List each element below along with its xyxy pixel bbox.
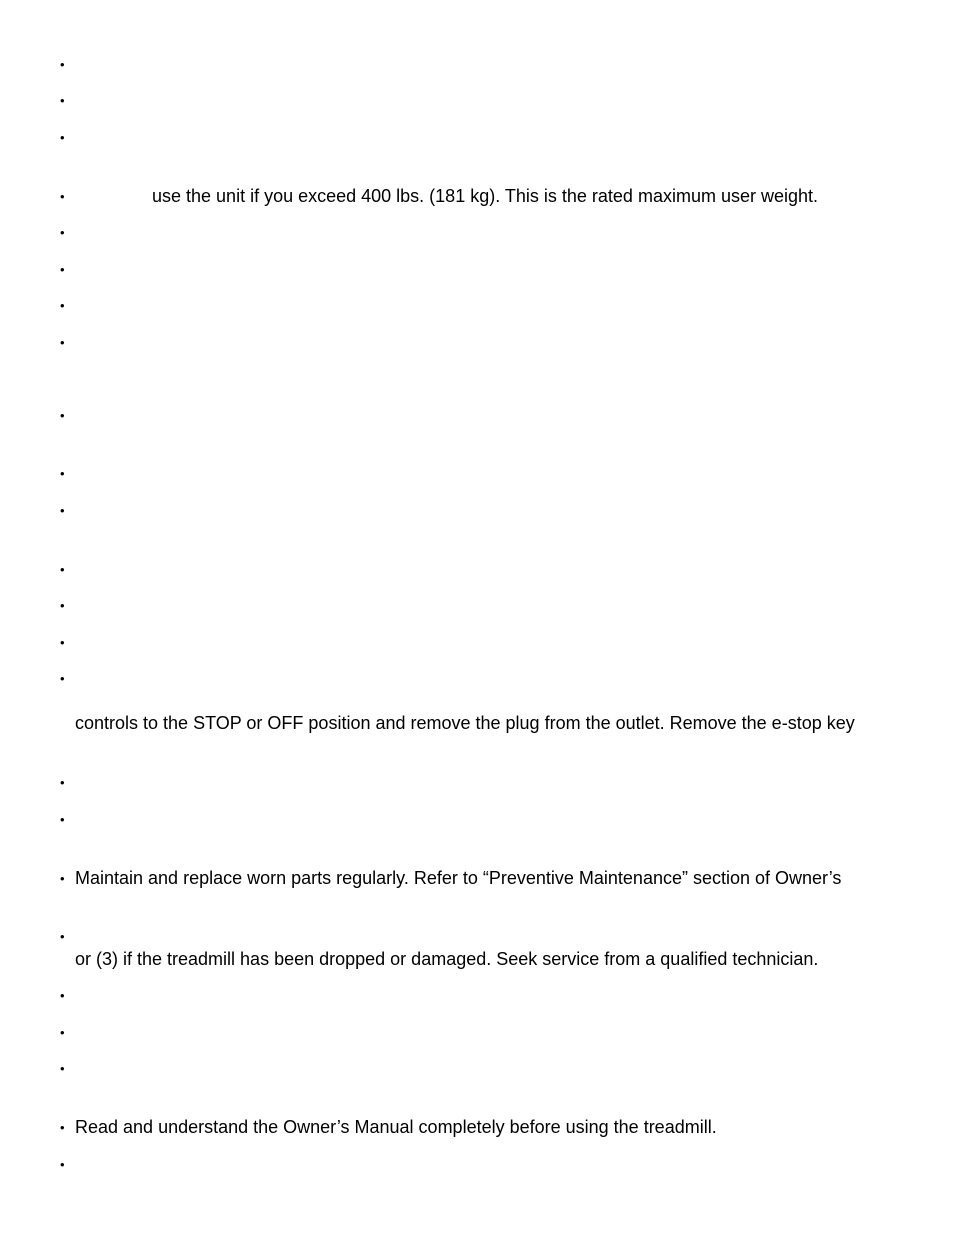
list-bullet: •: [60, 57, 65, 72]
controls-stop-text: controls to the STOP or OFF position and remove the plug from the outlet. Remove the e-stop key: [75, 713, 855, 733]
list-bullet: •: [60, 635, 65, 650]
list-bullet: •: [60, 671, 65, 686]
list-bullet: •: [60, 562, 65, 577]
max-user-weight-text: use the unit if you exceed 400 lbs. (181 kg). This is the rated maximum user weight.: [152, 186, 818, 206]
list-bullet: •: [60, 598, 65, 613]
list-bullet: •: [60, 503, 65, 518]
list-bullet: •: [60, 871, 65, 886]
list-bullet: •: [60, 929, 65, 944]
list-bullet: •: [60, 335, 65, 350]
list-bullet: •: [60, 262, 65, 277]
read-manual-text: Read and understand the Owner’s Manual completely before using the treadmill.: [75, 1117, 717, 1137]
list-bullet: •: [60, 1061, 65, 1076]
list-bullet: •: [60, 408, 65, 423]
list-bullet: •: [60, 1025, 65, 1040]
list-bullet: •: [60, 189, 65, 204]
list-bullet: •: [60, 298, 65, 313]
list-bullet: •: [60, 775, 65, 790]
list-bullet: •: [60, 466, 65, 481]
list-bullet: •: [60, 93, 65, 108]
list-bullet: •: [60, 1120, 65, 1135]
maintenance-text: Maintain and replace worn parts regularly. Refer to “Preventive Maintenance” section of Owner’s: [75, 868, 842, 888]
list-bullet: •: [60, 1157, 65, 1172]
list-bullet: •: [60, 130, 65, 145]
list-bullet: •: [60, 812, 65, 827]
list-bullet: •: [60, 225, 65, 240]
list-bullet: •: [60, 988, 65, 1003]
service-text: or (3) if the treadmill has been dropped or damaged. Seek service from a qualified technician.: [75, 949, 819, 969]
